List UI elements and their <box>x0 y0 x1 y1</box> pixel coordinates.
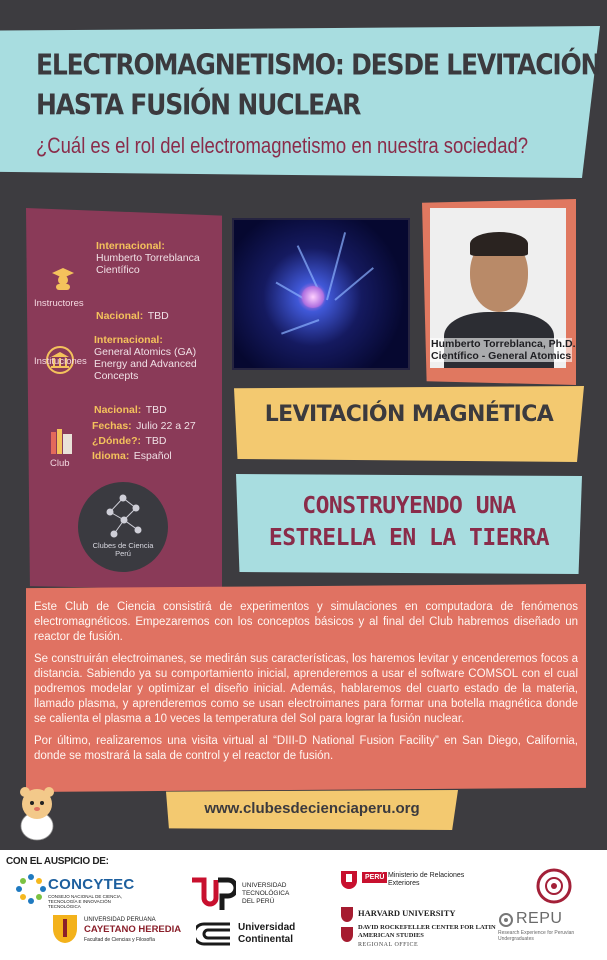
portrait-caption <box>430 338 576 362</box>
peru-shield-icon <box>340 870 358 895</box>
continental-icon <box>196 920 232 953</box>
concytec-subtitle: CONSEJO NACIONAL DE CIENCIA, TECNOLOGÍA E INNOVACIÓN TECNOLÓGICA <box>48 894 123 909</box>
drclas-subtitle: REGIONAL OFFICE <box>358 942 419 948</box>
institutions-national-value: TBD <box>145 404 167 416</box>
instructors-national-value: TBD <box>147 310 169 322</box>
harvard-name: HARVARD UNIVERSITY <box>358 908 456 918</box>
tagline-line1: CONSTRUYENDO UNA <box>302 493 516 519</box>
description <box>34 600 578 771</box>
instructors-block <box>96 240 218 276</box>
page-title-line1: ELECTROMAGNETISMO: DESDE LEVITACIÓN <box>36 48 601 82</box>
plasma-ball-image <box>232 218 410 370</box>
institutions-international-label: Internacional: <box>94 334 163 346</box>
description-paragraph-1: Este Club de Ciencia consistirá de experimentos y simulaciones en computadora de fenómenos electromagnéticos. Empezaremos con los conceptos básicos y al final del Club habremos diseñado un reactor de fusión. <box>34 601 578 643</box>
tagline <box>236 490 582 554</box>
mascot-illustration <box>12 782 62 842</box>
tagline-line2: ESTRELLA EN LA TIERRA <box>268 525 550 551</box>
instructors-national <box>96 306 218 324</box>
rree-name: Ministerio de Relaciones Exteriores <box>388 872 465 887</box>
dates-label: Fechas: <box>92 420 132 432</box>
cayetano-name: CAYETANO HEREDIA <box>84 924 182 935</box>
description-paragraph-2: Se construirán electroimanes, se medirán sus características, los haremos levitar y encenderemos focos a distancia. Sabiendo ya su comportamiento inicial, aprenderemos a usar el software COMSOL con el cual podremos modelar y optimizar el diseño inicial. Además, hablaremos del cuarto estado de la materia, llamado plasma, y aprenderemos como se usan electroimanes para formar una botella magnética donde se calienta el plasma a 10 veces la temperatura del Sol para lograr la fusión nuclear. <box>34 653 578 725</box>
instructor-role: Científico - General Atomics <box>431 350 572 362</box>
drclas-shield-icon <box>340 926 354 947</box>
concytec-logo <box>14 872 48 911</box>
description-paragraph-3: Por último, realizaremos una visita virtual al “DIII-D National Fusion Facility” en San Diego, California, donde se mostrará la sala de control y el reactor de fusión. <box>34 735 578 762</box>
institutions-national <box>94 400 218 418</box>
utp-logo <box>190 876 236 917</box>
cayetano-shield-icon <box>52 914 78 949</box>
topic-title: LEVITACIÓN MAGNÉTICA <box>264 402 554 427</box>
clubes-logo-text: Clubes de Ciencia Perú <box>92 541 154 558</box>
page-subtitle: ¿Cuál es el rol del electromagnetismo en nuestra sociedad? <box>36 133 529 158</box>
instructors-international-label: Internacional: <box>96 240 165 252</box>
instructors-national-label: Nacional: <box>96 310 144 322</box>
graduate-icon <box>52 266 74 296</box>
continental-line1: Universidad <box>238 922 296 933</box>
page-title-line2: HASTA FUSIÓN NUCLEAR <box>36 88 361 122</box>
utp-name: UNIVERSIDAD TECNOLÓGICA DEL PERÚ <box>242 882 289 905</box>
concytec-name: CONCYTEC <box>48 876 135 893</box>
institutions-national-label: Nacional: <box>94 404 142 416</box>
clubes-logo <box>78 482 168 572</box>
repu-name: REPU <box>516 910 563 927</box>
institutions-block <box>94 334 218 382</box>
language-value: Español <box>133 450 172 462</box>
institutions-caption: Instituciones <box>34 356 87 367</box>
harvard-shield-icon <box>340 906 354 927</box>
language-label: Idioma: <box>92 450 130 462</box>
instructor-name: Humberto Torreblanca, Ph.D. <box>431 338 576 350</box>
dates-value: Julio 22 a 27 <box>136 420 196 432</box>
repu-subtitle: Research Experience for Peruvian Undergraduates <box>498 930 575 942</box>
institutions-international-value: General Atomics (GA) Energy and Advanced Concepts <box>94 346 197 382</box>
club-caption: Club <box>50 458 70 469</box>
cayetano-subtitle: Facultad de Ciencias y Filosofía <box>84 937 155 943</box>
university-seal-icon <box>536 866 572 913</box>
where-label: ¿Dónde?: <box>92 435 141 447</box>
drclas-name: DAVID ROCKEFELLER CENTER FOR LATIN AMERICAN STUDIES <box>358 924 496 939</box>
peru-tag: PERÚ <box>362 872 387 883</box>
instructors-international-value: Humberto Torreblanca Científico <box>96 252 200 276</box>
concytec-icon <box>14 872 48 906</box>
sponsors-label: CON EL AUSPICIO DE: <box>6 856 109 867</box>
books-icon <box>50 428 74 459</box>
continental-line2: Continental <box>238 934 293 945</box>
where-value: TBD <box>145 435 167 447</box>
website-link[interactable]: www.clubesdecienciaperu.org <box>204 800 420 817</box>
instructors-caption: Instructores <box>34 298 84 309</box>
cayetano-top: UNIVERSIDAD PERUANA <box>84 917 156 923</box>
utp-icon <box>190 876 236 912</box>
club-details <box>92 418 218 463</box>
continental-name <box>238 922 295 946</box>
